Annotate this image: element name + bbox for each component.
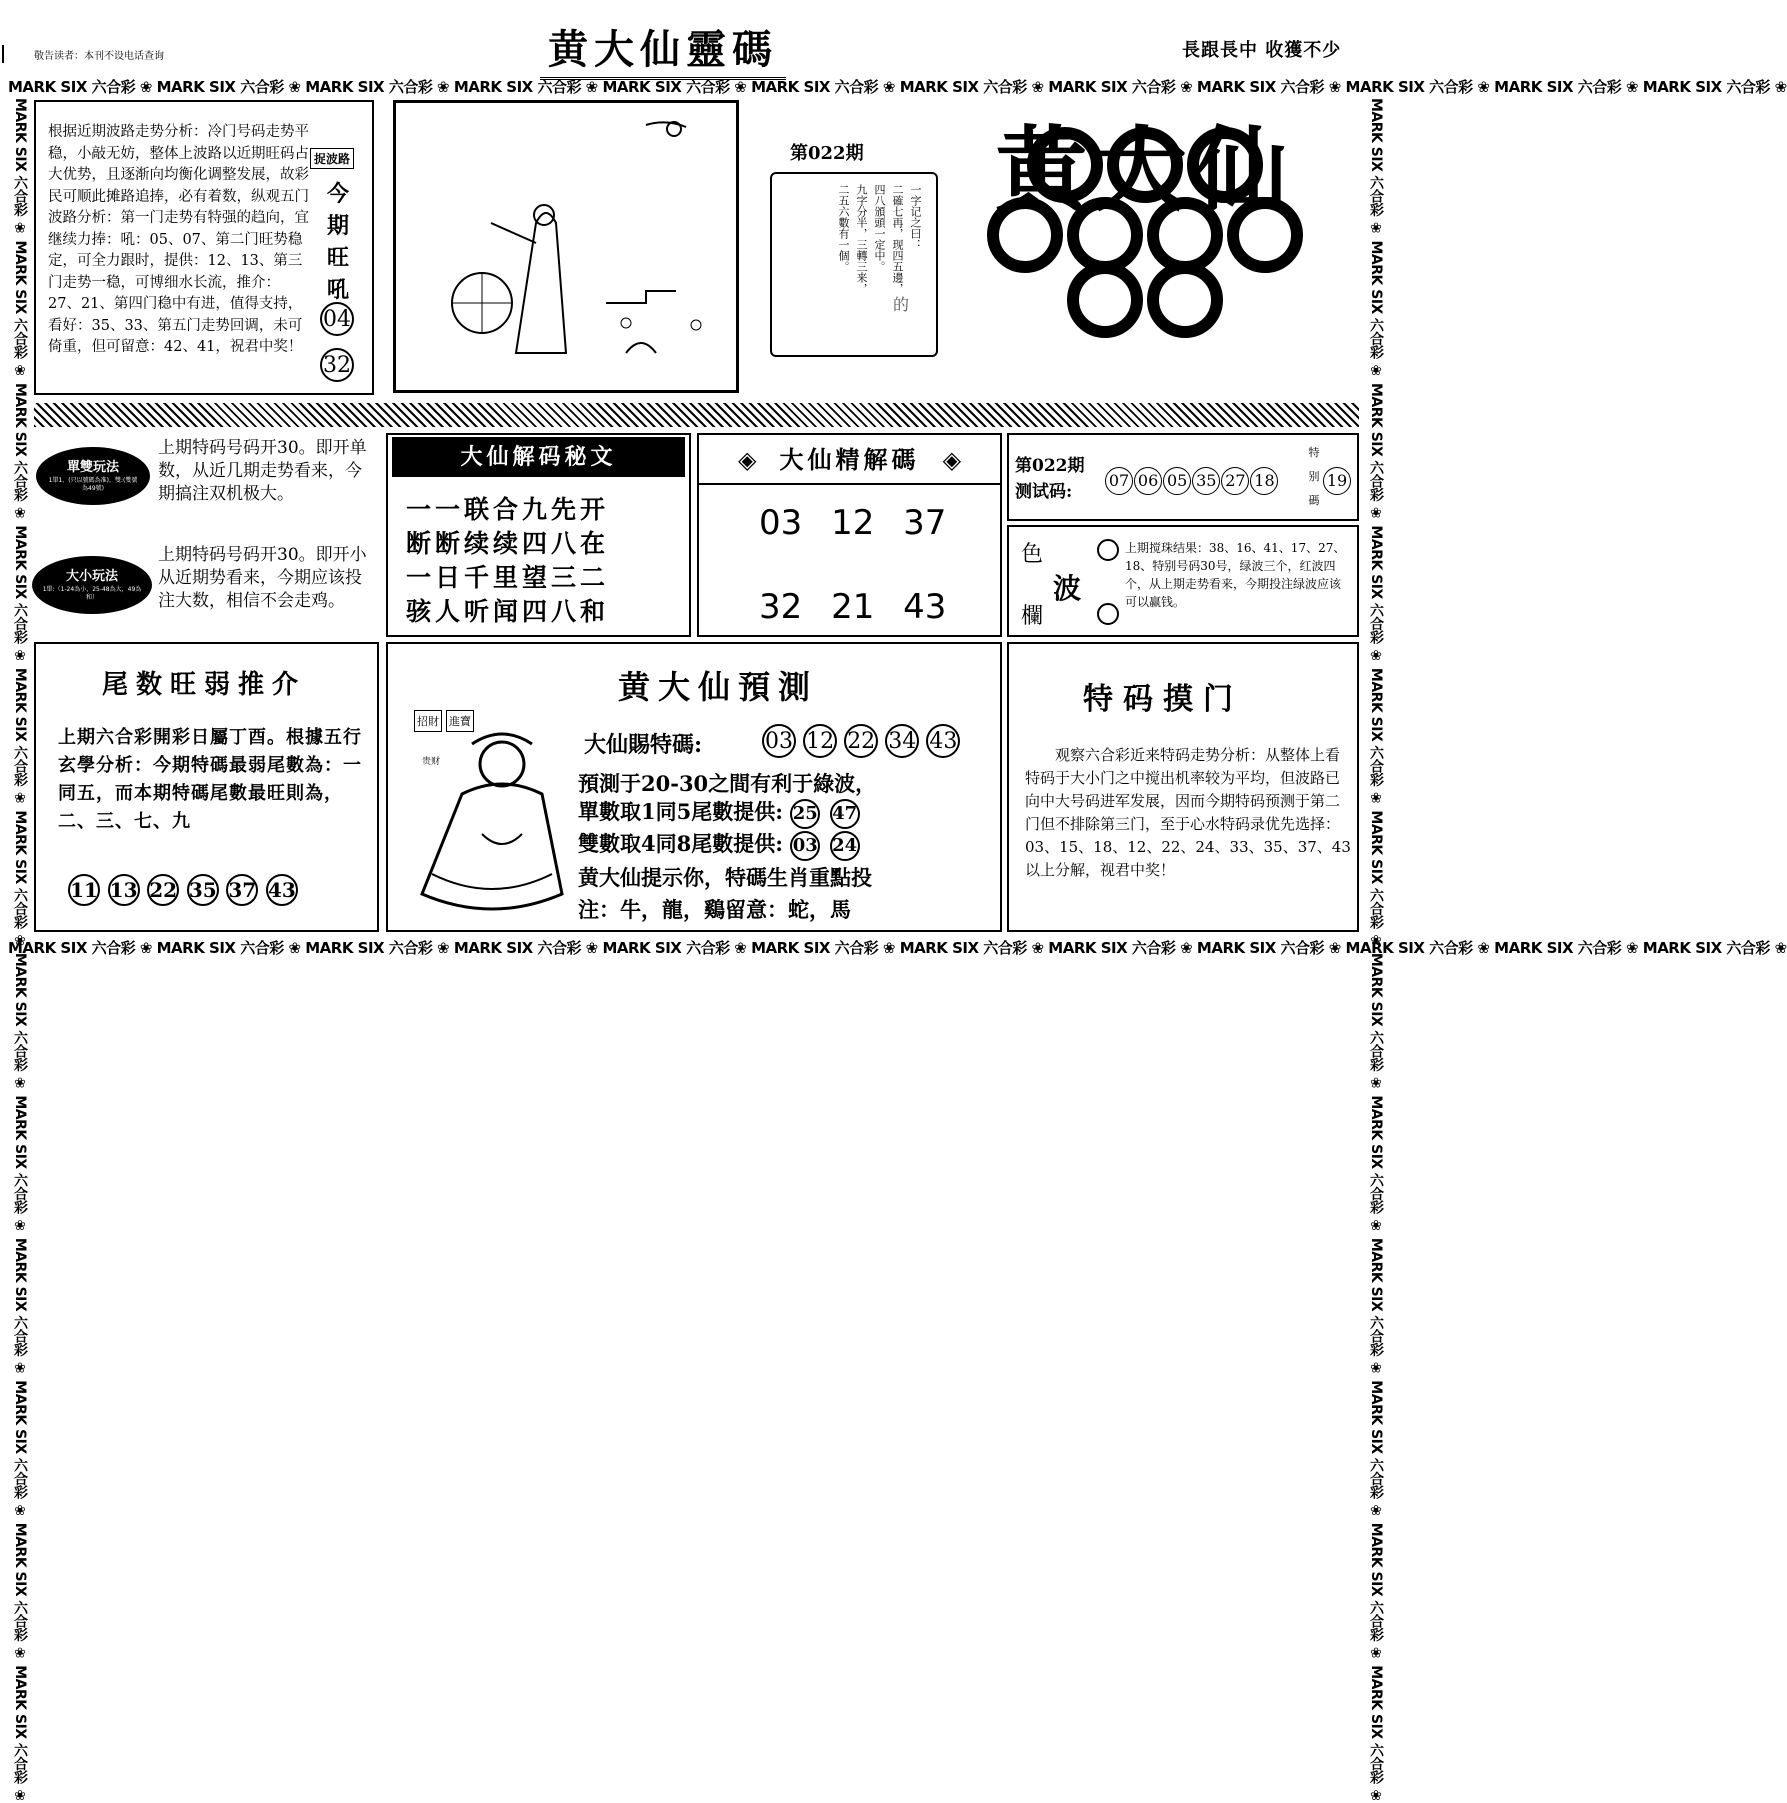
door-title: 特码摸门 (1083, 682, 1243, 717)
tail-number: 37 (226, 874, 258, 906)
odd-tail-line (578, 796, 862, 829)
tail-numbers (68, 874, 300, 906)
jingjie-number: 12 (831, 503, 875, 543)
border-text: MARK SIX 六合彩 ❀ MARK SIX 六合彩 ❀ MARK SIX 六合彩 ❀ MARK SIX 六合彩 ❀ MARK SIX 六合彩 ❀ MARK SIX 六合彩 ❀ MARK SIX 六合彩 ❀ MARK SIX 六合彩 ❀ MARK SIX 六合彩 ❀ MARK SIX 六合彩 ❀ MARK SIX 六合彩 ❀ MARK SIX 六合彩 ❀ (8, 939, 1787, 957)
poem-line: 一一联合九先开 (406, 495, 610, 524)
special-numbers (762, 724, 962, 758)
wave-vertical-char: 今 (326, 181, 349, 207)
tail-number: 43 (266, 874, 298, 906)
color-char: 色 (1021, 542, 1044, 567)
wave-number: 32 (320, 348, 354, 382)
reader-notice: 敬告读者：本刊不设电话查询 (34, 51, 164, 62)
tail-number: 22 (147, 874, 179, 906)
test-number: 07 (1105, 467, 1133, 495)
hatched-divider (34, 403, 1359, 427)
test-number: 18 (1250, 467, 1278, 495)
even-tail-line (578, 828, 862, 861)
even-tail-number: 03 (790, 831, 820, 861)
poem-title-bar (392, 437, 685, 477)
test-number: 35 (1192, 467, 1220, 495)
slogan: 長跟長中 收獲不少 (1182, 40, 1342, 61)
size-title: 大小玩法 (65, 569, 118, 584)
tail-text: 上期六合彩開彩日屬丁酉。根據五行玄學分析：今期特碼最弱尾數為：一同五，而本期特碼尾數最旺則為，二、三、七、九 (58, 727, 362, 832)
seal-fortune: 招財 (414, 710, 442, 732)
test-number: 05 (1163, 467, 1191, 495)
jingjie-box (697, 433, 1002, 637)
prediction-box (386, 642, 1002, 932)
jingjie-number: 37 (903, 503, 947, 543)
odd-even-title: 單雙玩法 (66, 460, 119, 475)
odd-even-note: 1單1、(只以號碼為准)、雙:(雙號為49號) (48, 477, 138, 492)
left-edge-mark (2, 45, 4, 63)
wave-analysis-text: 根据近期波路走势分析：冷门号码走势平稳，小敲无妨，整体上波路以近期旺码占大优势，且逐渐向均衡化调整发展，故彩民可顺此摊路追捧，必有着数，纵观五门波路分析：第一门走势有特强的趋向，宜继续力捧：吼：05、07、第二门旺势稳定，可全力跟时，提供：12、13、第三门走势一稳，可博细水长流，推介：27、21、第四门稳中有进，值得支持，看好：35、33、第五门走势回调，未可倚重，但可留意：42、41，祝君中奖！ (48, 124, 309, 355)
wave-vertical-char: 期 (326, 213, 349, 239)
test-issue: 第022期 (1015, 456, 1085, 476)
test-label: 测试码: (1015, 482, 1073, 502)
deity-illustration (402, 724, 572, 924)
prediction-line: 黄大仙提示你，特碼生肖重點投 (578, 865, 872, 890)
door-box (1007, 642, 1359, 932)
jingjie-number: 21 (831, 587, 875, 627)
odd-tail-number: 25 (790, 799, 820, 829)
wave-analysis-box (34, 100, 374, 395)
diamond-icon: ◈ (942, 446, 962, 474)
wave-tag: 捉波路 (310, 148, 354, 169)
special-number: 34 (885, 724, 919, 758)
poem-line: 骇人听闻四八和 (406, 597, 610, 626)
test-numbers (1105, 467, 1274, 495)
size-badge (32, 556, 152, 614)
issue-label: 第022期 (790, 143, 864, 164)
color-wave-box (1007, 525, 1359, 637)
right-border-strip (1364, 98, 1386, 1803)
test-special-label (1307, 441, 1321, 513)
scroll-line: 一字记之曰： (909, 184, 922, 250)
jingjie-title-bar (699, 435, 1000, 485)
test-number: 27 (1221, 467, 1249, 495)
tail-number: 13 (108, 874, 140, 906)
jingjie-number: 32 (759, 587, 803, 627)
border-text: MARK SIX 六合彩 ❀ MARK SIX 六合彩 ❀ MARK SIX 六合彩 ❀ MARK SIX 六合彩 ❀ MARK SIX 六合彩 ❀ MARK SIX 六合彩 ❀ MARK SIX 六合彩 ❀ MARK SIX 六合彩 ❀ MARK SIX 六合彩 ❀ MARK SIX 六合彩 ❀ MARK SIX 六合彩 ❀ MARK SIX 六合彩 ❀ (1368, 98, 1384, 1803)
special-label: 大仙賜特碼: (584, 732, 703, 758)
wave-number: 04 (320, 302, 354, 336)
scroll-line: 四八頒頭一定中。 (873, 184, 886, 272)
special-number: 22 (844, 724, 878, 758)
scroll-line: 二確七再，现四五邊， (891, 184, 904, 294)
wave-vertical-char: 吼 (326, 277, 349, 303)
jingjie-number: 03 (759, 503, 803, 543)
size-note: 1單:（1-24為小，25-48為大，49為和） (42, 586, 142, 601)
jingjie-row-1 (759, 503, 946, 543)
test-special-char: 碼 (1308, 494, 1320, 507)
bottom-border-strip (8, 937, 1787, 959)
odd-even-badge (36, 447, 150, 505)
poem-lines (406, 493, 609, 629)
diamond-icon: ◈ (737, 446, 757, 474)
special-number: 03 (762, 724, 796, 758)
wave-vertical-char: 旺 (326, 245, 349, 271)
scholar-illustration (396, 103, 736, 390)
scroll-poem (770, 172, 938, 357)
tail-number: 35 (187, 874, 219, 906)
poem-title: 大仙解码秘文 (460, 444, 617, 470)
top-border-strip (8, 76, 1787, 98)
even-tail-label: 雙數取4同8尾數提供: (578, 831, 783, 856)
odd-tail-label: 單數取1同5尾數提供: (578, 799, 783, 824)
circle-icon (1097, 539, 1119, 561)
scroll-text (834, 184, 924, 344)
border-text: MARK SIX 六合彩 ❀ MARK SIX 六合彩 ❀ MARK SIX 六合彩 ❀ MARK SIX 六合彩 ❀ MARK SIX 六合彩 ❀ MARK SIX 六合彩 ❀ MARK SIX 六合彩 ❀ MARK SIX 六合彩 ❀ MARK SIX 六合彩 ❀ MARK SIX 六合彩 ❀ MARK SIX 六合彩 ❀ MARK SIX 六合彩 ❀ (12, 98, 28, 1803)
test-special-char: 特 (1308, 446, 1320, 459)
special-number: 43 (926, 724, 960, 758)
even-tail-number: 24 (830, 831, 860, 861)
scroll-line: 二五六數有一個。 (837, 184, 850, 272)
color-text: 上期搅珠结果：38、16、41、17、27、18、特别号码30号，绿波三个，红波四个，从上期走势看来，今期投注绿波应该可以赢钱。 (1125, 541, 1346, 609)
odd-tail-number: 47 (830, 799, 860, 829)
page-title: 黄大仙靈碼 (540, 18, 786, 80)
seal-treasure: 進寶 (446, 710, 474, 732)
jingjie-row-2 (759, 587, 946, 627)
prediction-line: 注：牛，龍，鷄留意：蛇，馬 (578, 897, 851, 922)
tail-box (34, 642, 379, 932)
test-special-char: 别 (1308, 470, 1320, 483)
tail-number: 11 (68, 874, 100, 906)
door-text: 观察六合彩近来特码走势分析：从整体上看特码于大小门之中搅出机率较为平均，但波路已向中大号码进军发展，因而今期特码预测于第二门但不排除第三门，至于心水特码录优先选择：03、15、18、12、22、24、33、35、37、43以上分解，视君中奖！ (1025, 746, 1351, 879)
poem-line: 断断续续四八在 (406, 529, 610, 558)
scroll-line: 九字分半，三轉三来， (855, 184, 868, 294)
border-text: MARK SIX 六合彩 ❀ MARK SIX 六合彩 ❀ MARK SIX 六合彩 ❀ MARK SIX 六合彩 ❀ MARK SIX 六合彩 ❀ MARK SIX 六合彩 ❀ MARK SIX 六合彩 ❀ MARK SIX 六合彩 ❀ MARK SIX 六合彩 ❀ MARK SIX 六合彩 ❀ MARK SIX 六合彩 ❀ MARK SIX 六合彩 ❀ (8, 78, 1787, 96)
illustration-box (393, 100, 739, 393)
color-char: 欄 (1021, 604, 1044, 629)
seal-wealth: 贵财 (422, 757, 441, 767)
test-box (1007, 433, 1359, 521)
poem-box (386, 433, 691, 637)
color-char: 波 (1053, 572, 1082, 605)
test-number: 06 (1134, 467, 1162, 495)
left-border-strip (8, 98, 30, 1803)
odd-even-text: 上期特码号码开30。即开单数，从近几期走势看来，今期搞注双机极大。 (158, 438, 367, 504)
size-text: 上期特码号码开30。即开小从近期势看来，今期应该投注大数，相信不会走鸡。 (158, 545, 367, 611)
tail-title: 尾数旺弱推介 (102, 670, 307, 700)
jingjie-number: 43 (903, 587, 947, 627)
wave-vertical-heading (320, 178, 356, 306)
prediction-title: 黄大仙預測 (618, 668, 819, 706)
logo-area (965, 105, 1325, 340)
prediction-line: 預測于20-30之間有利于綠波， (578, 771, 877, 796)
special-number: 12 (803, 724, 837, 758)
scroll-extra-char: 的 (893, 295, 910, 314)
poem-line: 一日千里望三二 (406, 563, 610, 592)
jingjie-title: 大仙精解碼 (779, 445, 920, 474)
circle-icon (1097, 603, 1119, 625)
test-special-number: 19 (1323, 467, 1351, 495)
logo-text: 黄大仙 (994, 116, 1295, 224)
